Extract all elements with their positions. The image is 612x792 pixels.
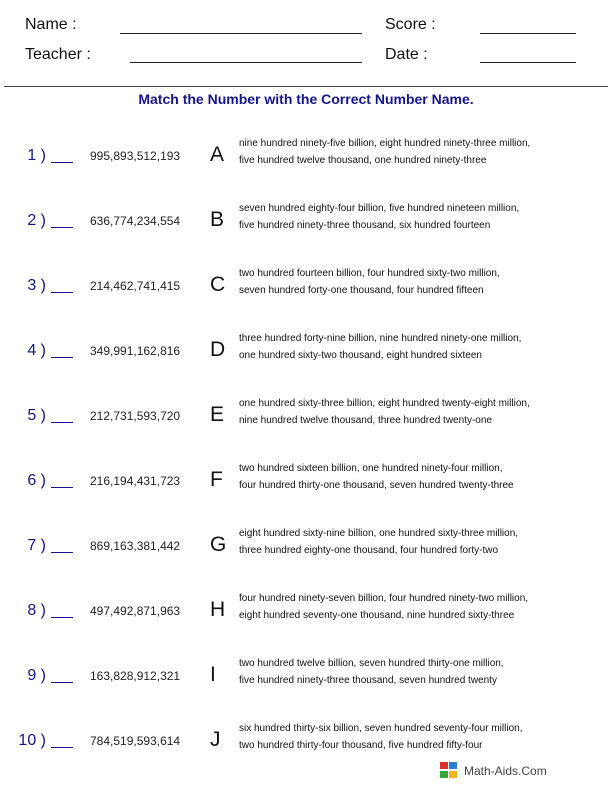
problem-value: 214,462,741,415 <box>90 279 181 293</box>
math-aids-logo-icon <box>438 761 460 781</box>
number-name <box>239 590 599 624</box>
answer-blank[interactable] <box>51 292 73 293</box>
number-name-line: eight hundred sixty-nine billion, one hundred sixty-three million, <box>239 528 519 539</box>
problem-row <box>0 528 612 587</box>
number-name-line: nine hundred twelve thousand, three hundred twenty-one <box>239 415 492 426</box>
number-name-line: seven hundred eighty-four billion, five hundred nineteen million, <box>239 203 520 214</box>
number-name-line: eight hundred seventy-one thousand, nine hundred sixty-three <box>239 610 515 621</box>
score-label: Score : <box>385 16 436 33</box>
problem-row <box>0 333 612 392</box>
name-field[interactable] <box>120 33 362 34</box>
number-name-line: seven hundred forty-one thousand, four hundred fifteen <box>239 285 484 296</box>
number-name <box>239 200 599 234</box>
number-name <box>239 460 599 494</box>
answer-letter: E <box>210 403 225 426</box>
score-field[interactable] <box>480 33 576 34</box>
number-name-line: four hundred thirty-one thousand, seven hundred twenty-three <box>239 480 514 491</box>
number-name-line: one hundred sixty-three billion, eight hundred twenty-eight million, <box>239 398 530 409</box>
problem-number: 8 ) <box>27 602 46 619</box>
number-name-line: two hundred twelve billion, seven hundred thirty-one million, <box>239 658 504 669</box>
answer-letter: B <box>210 208 225 231</box>
answer-letter: G <box>210 533 227 556</box>
number-name-line: nine hundred ninety-five billion, eight hundred ninety-three million, <box>239 138 531 149</box>
site-name[interactable]: Math-Aids.Com <box>464 764 547 778</box>
instructions-title: Match the Number with the Correct Number Name. <box>138 91 474 107</box>
teacher-field[interactable] <box>130 62 362 63</box>
answer-letter: A <box>210 143 225 166</box>
number-name <box>239 265 599 299</box>
number-name-line: two hundred sixteen billion, one hundred ninety-four million, <box>239 463 503 474</box>
problem-value: 784,519,593,614 <box>90 734 181 748</box>
problem-number: 10 ) <box>18 732 46 749</box>
number-name <box>239 525 599 559</box>
problem-row <box>0 398 612 457</box>
answer-blank[interactable] <box>51 552 73 553</box>
answer-blank[interactable] <box>51 617 73 618</box>
problem-number: 7 ) <box>27 537 46 554</box>
answer-blank[interactable] <box>51 357 73 358</box>
date-field[interactable] <box>480 62 576 63</box>
answer-blank[interactable] <box>51 162 73 163</box>
problem-value: 212,731,593,720 <box>90 409 181 423</box>
date-label: Date : <box>385 46 428 63</box>
number-name <box>239 330 599 364</box>
problem-row <box>0 658 612 717</box>
answer-blank[interactable] <box>51 747 73 748</box>
answer-blank[interactable] <box>51 422 73 423</box>
answer-letter: F <box>210 468 223 491</box>
problem-value: 163,828,912,321 <box>90 669 181 683</box>
number-name <box>239 655 599 689</box>
number-name-line: three hundred eighty-one thousand, four hundred forty-two <box>239 545 499 556</box>
problem-row <box>0 593 612 652</box>
number-name-line: four hundred ninety-seven billion, four hundred ninety-two million, <box>239 593 529 604</box>
problem-number: 5 ) <box>27 407 46 424</box>
problem-row <box>0 268 612 327</box>
answer-letter: I <box>210 663 216 686</box>
number-name-line: five hundred twelve thousand, one hundred ninety-three <box>239 155 487 166</box>
problem-row <box>0 463 612 522</box>
answer-blank[interactable] <box>51 227 73 228</box>
answer-letter: D <box>210 338 226 361</box>
problem-value: 216,194,431,723 <box>90 474 181 488</box>
problem-row <box>0 203 612 262</box>
number-name-line: five hundred ninety-three thousand, seven hundred twenty <box>239 675 497 686</box>
problem-row <box>0 138 612 197</box>
problem-number: 6 ) <box>27 472 46 489</box>
number-name-line: two hundred thirty-four thousand, five hundred fifty-four <box>239 740 483 751</box>
number-name-line: three hundred forty-nine billion, nine hundred ninety-one million, <box>239 333 522 344</box>
number-name-line: six hundred thirty-six billion, seven hundred seventy-four million, <box>239 723 523 734</box>
problem-value: 497,492,871,963 <box>90 604 181 618</box>
answer-letter: C <box>210 273 226 296</box>
answer-blank[interactable] <box>51 682 73 683</box>
number-name <box>239 135 599 169</box>
answer-letter: H <box>210 598 226 621</box>
number-name-line: two hundred fourteen billion, four hundred sixty-two million, <box>239 268 500 279</box>
header-divider <box>4 86 608 87</box>
problem-number: 4 ) <box>27 342 46 359</box>
problem-number: 3 ) <box>27 277 46 294</box>
name-label: Name : <box>25 16 77 33</box>
teacher-label: Teacher : <box>25 46 91 63</box>
problem-value: 995,893,512,193 <box>90 149 181 163</box>
number-name-line: one hundred sixty-two thousand, eight hundred sixteen <box>239 350 482 361</box>
answer-letter: J <box>210 728 221 751</box>
problem-number: 9 ) <box>27 667 46 684</box>
problem-value: 869,163,381,442 <box>90 539 181 553</box>
problem-number: 1 ) <box>27 147 46 164</box>
number-name-line: five hundred ninety-three thousand, six hundred fourteen <box>239 220 491 231</box>
problem-number: 2 ) <box>27 212 46 229</box>
footer-branding <box>438 760 547 782</box>
answer-blank[interactable] <box>51 487 73 488</box>
problem-value: 349,991,162,816 <box>90 344 181 358</box>
number-name <box>239 720 599 754</box>
number-name <box>239 395 599 429</box>
problem-value: 636,774,234,554 <box>90 214 181 228</box>
